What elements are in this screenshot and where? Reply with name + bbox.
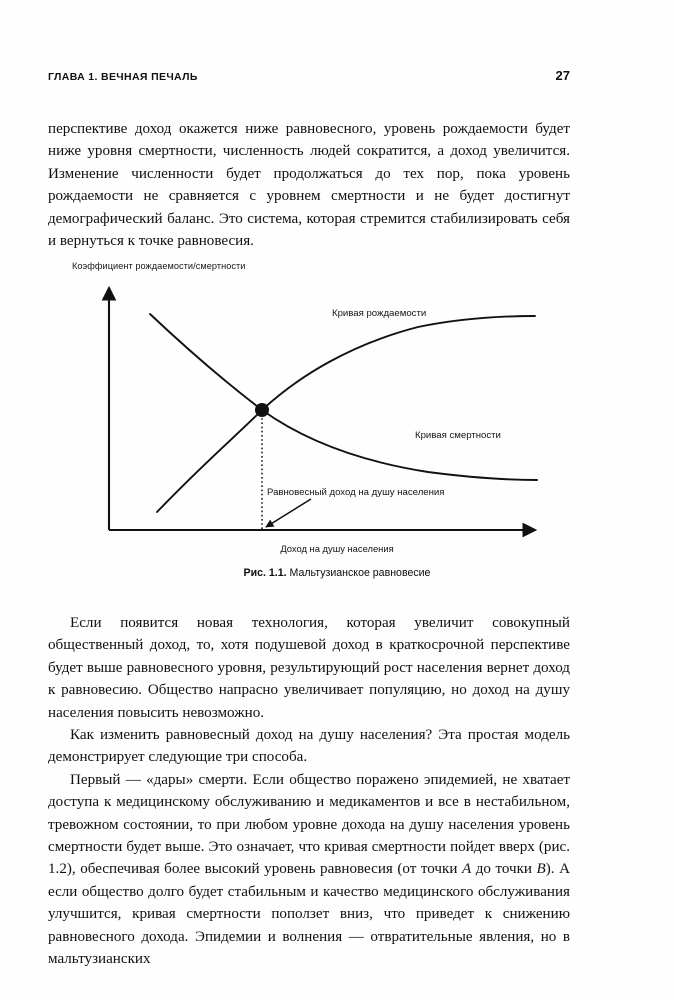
paragraph-4-segment-b: до точки bbox=[471, 861, 537, 878]
paragraph-4 bbox=[48, 769, 570, 971]
paragraph-3: Как изменить равновесный доход на душу населения? Эта простая модель демонстрирует следующие три способа. bbox=[48, 727, 570, 766]
y-axis-label: Коэффициент рождаемости/смертности bbox=[72, 261, 246, 271]
body-text-lower bbox=[48, 612, 570, 971]
point-label-a: A bbox=[461, 861, 472, 878]
figure-caption-text: Мальтузианское равновесие bbox=[286, 567, 431, 579]
death-rate-curve-label: Кривая смертности bbox=[415, 430, 501, 441]
equilibrium-income-label: Равновесный доход на душу населения bbox=[267, 487, 445, 498]
chapter-title: ГЛАВА 1. ВЕЧНАЯ ПЕЧАЛЬ bbox=[48, 71, 198, 83]
x-axis-label: Доход на душу населения bbox=[280, 543, 394, 554]
birth-rate-curve-label: Кривая рождаемости bbox=[332, 308, 427, 319]
paragraph-4-segment-c: ). А если общество долго будет стабильным и качество медицинского обслуживания улучшится, кривая смертности поползет вниз, что приведет к снижению равновесного дохода. Эпидемии и волнения — отвратительные явления, но в мальтузианских bbox=[48, 861, 571, 968]
figure-caption bbox=[0, 567, 674, 579]
page-number: 27 bbox=[555, 68, 570, 83]
point-label-b: B bbox=[536, 861, 546, 878]
body-text-upper bbox=[48, 118, 570, 252]
running-head bbox=[48, 68, 570, 83]
paragraph-2: Если появится новая технология, которая увеличит совокупный общественный доход, то, хотя подушевой доход в краткосрочной перспективе будет выше равновесного уровня, результирующий рост населения вернет доход к равновесию. Общество напрасно увеличивает популяцию, но доход на душу населения повысить невозможно. bbox=[48, 615, 570, 721]
paragraph-1: перспективе доход окажется ниже равновесного, уровень рождаемости будет ниже уровня смертности, численность людей сократится, а доход увеличится. Изменение численности будет продолжаться до тех пор, пока уровень рождаемости не сравняется с уровнем смертности и не будет достигнут демографический баланс. Это система, которая стремится стабилизировать себя и вернуться к точке равновесия. bbox=[48, 121, 570, 250]
figure-1-1 bbox=[0, 250, 674, 590]
paragraph-4-segment-a: Первый — «дары» смерти. Если общество поражено эпидемией, не хватает доступа к медицинскому обслуживанию и медикаментов и все в нестабильном, тревожном состоянии, то при любом уровне дохода на душу населения уровень смертности будет выше. Это означает, что кривая смертности пойдет вверх (рис. 1.2), обеспечивая более высокий уровень равновесия (от точки bbox=[48, 771, 570, 878]
figure-caption-number: Рис. 1.1. bbox=[243, 567, 287, 579]
